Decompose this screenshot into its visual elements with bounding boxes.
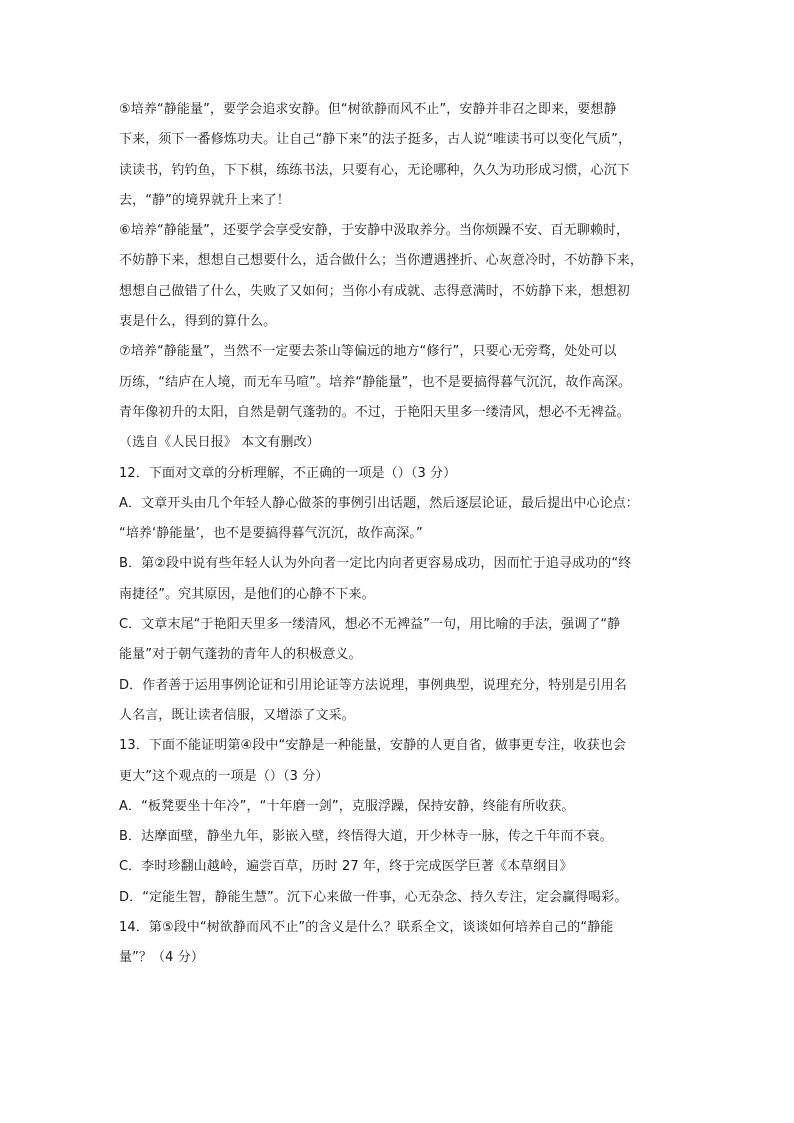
question-13-stem-line-1: 13．下面不能证明第④段中“安静是一种能量，安静的人更自省，做事更专注，收获也会	[119, 738, 626, 754]
question-12-option-b-line-2: 南捷径”。究其原因，是他们的心静不下来。	[119, 586, 375, 602]
paragraph-5-line-3: 读读书，钓钓鱼，下下棋，练练书法，只要有心，无论哪种，久久为功形成习惯，心沉下	[119, 162, 630, 178]
paragraph-5-line-4: 去，“静”的境界就升上来了！	[119, 192, 290, 208]
paragraph-6-line-1: ⑥培养“静能量”，还要学会享受安静，于安静中汲取养分。当你烦躁不安、百无聊赖时，	[119, 223, 630, 239]
document-body	[119, 95, 679, 974]
question-12-option-b-line-1: B．第②段中说有些年轻人认为外向者一定比内向者更容易成功，因而忙于追寻成功的“终	[119, 556, 632, 572]
question-13-option-b: B．达摩面壁，静坐九年，影嵌入壁，终悟得大道，开少林寺一脉，传之千年而不衰。	[119, 829, 613, 845]
question-12-option-d-line-2: 人名言，既让读者信服，又增添了文采。	[119, 707, 355, 723]
paragraph-7-line-3: 青年像初升的太阳，自然是朝气蓬勃的。不过，于艳阳天里多一缕清风，想必不无裨益。	[119, 404, 630, 420]
paragraph-6-line-3: 想想自己做错了什么，失败了又如何；当你小有成就、志得意满时，不妨静下来，想想初	[119, 283, 630, 299]
question-13-stem-line-2: 更大”这个观点的一项是（）（3 分）	[119, 768, 329, 784]
question-12-option-d-line-1: D．作者善于运用事例论证和引用论证等方法说理，事例典型，说理充分，特别是引用名	[119, 677, 627, 693]
question-14-line-1: 14．第⑤段中“树欲静而风不止”的含义是什么？联系全文，谈谈如何培养自己的“静能	[119, 920, 614, 936]
paragraph-7-line-2: 历练，“结庐在人境，而无车马喧”。培养“静能量”，也不是要搞得暮气沉沉，故作高深。	[119, 374, 632, 390]
question-13-option-d: D．“定能生智，静能生慧”。沉下心来做一件事，心无杂念、持久专注，定会赢得喝彩。	[119, 889, 628, 905]
paragraph-6-line-4: 衷是什么，得到的算什么。	[119, 314, 277, 330]
question-12-option-a-line-2: “培养‘静能量’，也不是要搞得暮气沉沉，故作高深。”	[119, 526, 423, 542]
paragraph-6-line-2: 不妨静下来，想想自己想要什么，适合做什么；当你遭遇挫折、心灰意冷时，不妨静下来，	[119, 253, 644, 269]
question-12-option-a-line-1: A．文章开头由几个年轻人静心做茶的事例引出话题，然后逐层论证，最后提出中心论点：	[119, 495, 639, 511]
question-12-stem: 12．下面对文章的分析理解，不正确的一项是（）（3 分）	[119, 465, 457, 481]
question-13-option-c: C．李时珍翻山越岭，遍尝百草，历时 27 年，终于完成医学巨著《本草纲目》	[119, 859, 573, 875]
question-14-line-2: 量”？（4 分）	[119, 950, 204, 966]
paragraph-5-line-2: 下来，须下一番修炼功夫。让自己“静下来”的法子挺多，古人说“唯读书可以变化气质”，	[119, 132, 632, 148]
question-12-option-c-line-2: 能量”对于朝气蓬勃的青年人的积极意义。	[119, 647, 362, 663]
source-note: （选自《人民日报》 本文有删改）	[119, 435, 320, 451]
question-13-option-a: A．“板凳要坐十年冷”，“十年磨一剑”，克服浮躁，保持安静，终能有所收获。	[119, 798, 575, 814]
paragraph-5-line-1: ⑤培养“静能量”，要学会追求安静。但“树欲静而风不止”，安静并非召之即来，要想静	[119, 102, 617, 117]
paragraph-7-line-1: ⑦培养“静能量”，当然不一定要去茶山等偏远的地方“修行”，只要心无旁骛，处处可以	[119, 344, 617, 360]
question-12-option-c-line-1: C．文章末尾“于艳阳天里多一缕清风，想必不无裨益”一句，用比喻的手法，强调了“静	[119, 617, 621, 633]
